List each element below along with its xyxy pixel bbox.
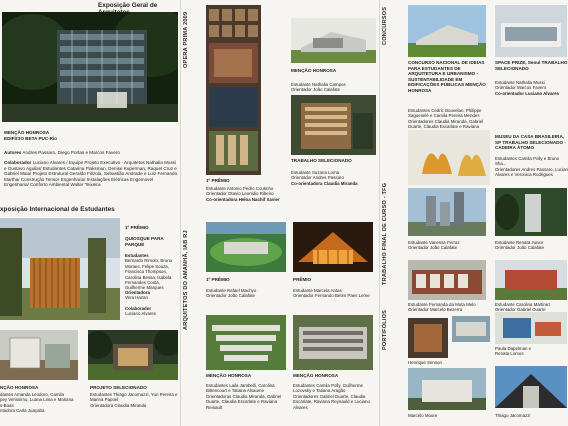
sel-award: PROJETO SELECIONADO [90, 385, 147, 390]
photo-quiosque [0, 218, 120, 320]
section-title-exposicao-internacional: xposição Internacional de Estudantes [0, 206, 115, 213]
photo-mencao-honrosa [0, 330, 78, 380]
hm-students-2: pey Verissimo, Luana Lima e Mariana [0, 397, 74, 403]
c-students: Estudante Suzana Loma [291, 170, 340, 175]
b-students: Estudante Nathalia Mussi [495, 80, 545, 85]
side-label-concursos: CONCURSOS [382, 6, 388, 45]
b-award: 1º PRÊMIO [206, 178, 230, 183]
advisor-label: Orientadora [125, 290, 150, 295]
photo-portfolio-marcelo [408, 368, 486, 410]
b-credits [206, 186, 291, 202]
award-subtitle: EDIFÍCIO BETA PUC-Rio [4, 136, 58, 141]
hm-advisor: ntadora Carla Juaçaba [0, 408, 45, 414]
hm-students-3: s-Boas [0, 402, 14, 408]
photo-mencao-honrosa-g [293, 315, 373, 370]
section-title-exposicao-geral: Exposição Geral de [98, 2, 158, 9]
a-award: MENÇÃO HONROSA [291, 68, 337, 73]
collab-value: Luciano Alvares / Equipe Projeto Executivo - Arquitetos Nathalia Mussi e Gustavo Aguilar/ Estudantes Catarina Flaksman, Denise Kuperman, Raquel Cruz e Gabriel Maia/ Projeto Estrutural Geraldo Filizola, Sebastião Andrade e Luiz Fernando Martha/ Construção Tensor Engenharia/ Instalações Elétricas Engemovel Engenharia/ Conforto Ambiental Walter Teixeira [4, 160, 178, 188]
d-students: Estudante Rafael Machyo [206, 288, 257, 293]
e-advisor: Orientador João Calafate [495, 245, 545, 251]
collab-label: Colaborador [4, 160, 32, 165]
authors-value: Andres Passaro, Diego Portas e Marcos Favero [22, 150, 120, 155]
k-credits: Thiago Jacomazzi [495, 413, 531, 418]
f-credits [408, 302, 488, 313]
hm-students: dantes Amanda Leodoro, Camila [0, 392, 64, 397]
f-award: MENÇÃO HONROSA [206, 373, 252, 378]
collaborator-value: Luciano Alvares [125, 311, 156, 317]
g-students: Estudantes Camila Polly, Guilherme Lozovsky e Tatiana Aragão [293, 383, 363, 394]
panel-premios [180, 0, 379, 426]
prize-1-students [125, 253, 179, 291]
prize-1-label: 1º PRÊMIO [125, 225, 149, 230]
photo-projeto-selecionado [88, 330, 178, 380]
h-name-2: Renata Lomos [495, 351, 524, 357]
c-title: MUSEU DA CASA BRASILEIRA, SP TRABALHO SELECIONADO - CADEIRA ÁTOMO [495, 134, 566, 151]
hm-credits [0, 392, 84, 414]
b-students: Estudante Antonio Pedro Coutinho [206, 186, 274, 191]
b-coadvisor: Co-orientador Luciano Alvares [495, 90, 560, 96]
photo-space-prize [495, 5, 567, 57]
c-coadvisor: Co-orientadora Claudia Miranda [291, 180, 358, 186]
side-label-arquitetos-amanha: ARQUITETOS DO AMANHÃ, IAB RJ [183, 230, 189, 330]
f-advisor: Orientadoras Claudia Miranda, Gabriel Duarte, Claudia Escarlate e Raviana Reinault [206, 393, 282, 410]
advisor-value: Vera Hazan [125, 295, 148, 301]
a-credits [291, 82, 376, 93]
b-coadvisor: Co-orientadora Heloa Nachif Xavier [206, 196, 280, 202]
panel-concursos-tfg [379, 0, 568, 426]
photo-tfg-f [408, 260, 486, 300]
c-advisor: Orientadores Andres Passaro, Lucian Alvares e Veronica Rodrigues [495, 166, 568, 178]
f-credits [206, 383, 290, 410]
g-advisor: Orientadores Gabriel Duarte, Claudia Escarlate, Raviana Reynauld e Luciano Alvares [293, 393, 370, 410]
authors-label: Autores [4, 150, 22, 155]
e-students: Estudante Renata Junior [495, 240, 544, 245]
f-students: Estudante Fernanda da Mota Melo [408, 302, 476, 307]
photo-mencao-honrosa-a [291, 18, 376, 63]
award-mencao-honrosa: MENÇÃO HONROSA [4, 130, 50, 135]
prize-1-advisor [125, 290, 179, 301]
g-advisor: Orientador Gabriel Duarte [495, 307, 546, 313]
e-advisor: Orientador Fernando Betim Paes Leme [293, 293, 370, 299]
a-advisor: Orientador João Calafate [291, 87, 341, 93]
d-credits [408, 240, 488, 251]
f-students: Estudantes Laila Jambelli, Carolina Bittencourt e Tatiana Alsaume [206, 383, 275, 394]
photo-tfg-g [495, 260, 567, 300]
g-students: Estudante Carolina Martinez [495, 302, 551, 307]
collaborator-block [4, 160, 178, 188]
c-students: Estudantes Camila Polly e Bruno Sha... [495, 156, 560, 167]
a-advisor: Orientadores Claudia Miranda, Gabriel Duarte, Claudia Escarlate e Raviana [408, 118, 484, 130]
panel-exposicoes [0, 0, 180, 426]
a-title: CONCURSO NACIONAL DE IDEIAS PARA ESTUDANTES DE ARQUITETURA E URBANISMO - SUSTENTABILIDADE EM EDIFICAÇÕES PÚBLICAS MENÇÃO HONROSA [408, 60, 486, 93]
authors-line [4, 150, 174, 156]
h-name-1: Paula Dapelman e [495, 346, 532, 351]
photo-primeiro-premio-amanha [206, 222, 286, 272]
photo-cadeira-atomo [408, 130, 490, 185]
photo-portfolio-extra [452, 316, 490, 342]
e-award: PRÊMIO [293, 277, 312, 282]
sel-credits [90, 392, 178, 408]
d-students: Estudante Vanessa Ferraz [408, 240, 460, 245]
prize-1-collaborator [125, 306, 179, 317]
b-advisor: Orientador Marcos Favero [495, 85, 547, 91]
h-credits [495, 346, 568, 357]
students-value: Bernardo Rimolo, Bruno Moraes, Felipe Souza, Francisca Thompson, Carolina Bessa, Isabela Fernandes Costa, Guilherme Marques [125, 258, 173, 291]
c-credits [495, 156, 568, 178]
sel-students: Estudantes Thiago Jacomazzi, Yuri Pereira e Marina Papoel [90, 392, 178, 403]
side-label-opera-prima: OPERA PRIMA 2009 [183, 11, 189, 68]
collaborator-label: Colaborador [125, 306, 152, 311]
d-advisor: Orientador João Calafate [206, 293, 256, 299]
d-credits [206, 288, 286, 299]
b-credits [495, 80, 568, 96]
sel-advisor: Orientadora Claudia Miranda [90, 402, 147, 408]
e-students: Estudante Marcela Antas [293, 288, 342, 293]
g-credits [293, 383, 378, 410]
c-award: TRABALHO SELECIONADO [291, 158, 352, 163]
c-credits [291, 170, 376, 186]
photo-portfolio-henrique [408, 318, 448, 358]
photo-portfolio-thiago [495, 366, 567, 408]
students-label: Estudantes [125, 253, 149, 258]
prize-1-title: QUIOSQUE PARA PARQUE [125, 236, 164, 247]
side-label-tfg: TRABALHO FINAL DE CURSO - TFG [382, 182, 388, 285]
f-advisor: Orientador Marcelo Bezerra [408, 307, 463, 313]
photo-edificio-beta [2, 12, 178, 122]
d-advisor: Orientador João Calafate [408, 245, 458, 251]
hm-award: NÇÃO HONROSA [0, 385, 39, 390]
j-credits: Marcelo Moore [408, 413, 438, 418]
e-credits [495, 240, 568, 251]
photo-tfg-e [495, 188, 567, 236]
b-title: SPACE PRIZE, Seoul TRABALHO SELECIONADO [495, 60, 568, 71]
a-students: Estudante Nathalia Campos [291, 82, 346, 87]
photo-tfg-d [408, 188, 486, 236]
b-advisor: Orientador Otavio Leonidio Ribeiro [206, 191, 274, 197]
photo-opera-prima-collage [206, 5, 261, 175]
photo-mencao-honrosa-f [206, 315, 286, 370]
photo-portfolio-paula [495, 312, 567, 344]
photo-premio-amanha [293, 222, 373, 272]
d-award: 1º PRÊMIO [206, 277, 230, 282]
e-credits [293, 288, 378, 299]
side-label-portifolios: PORTIFÓLIOS [382, 309, 388, 350]
photo-concurso-nacional [408, 5, 486, 57]
i-credits: Henrique Senson [408, 360, 442, 365]
photo-trabalho-selecionado [291, 95, 376, 155]
c-advisor: Orientador Andres Passaro [291, 175, 344, 181]
g-award: MENÇÃO HONROSA [293, 373, 339, 378]
a-students: Estudantes Cédric Bouvelan, Philippe Sagueselé e Camila Pereira Mendes [408, 108, 482, 119]
